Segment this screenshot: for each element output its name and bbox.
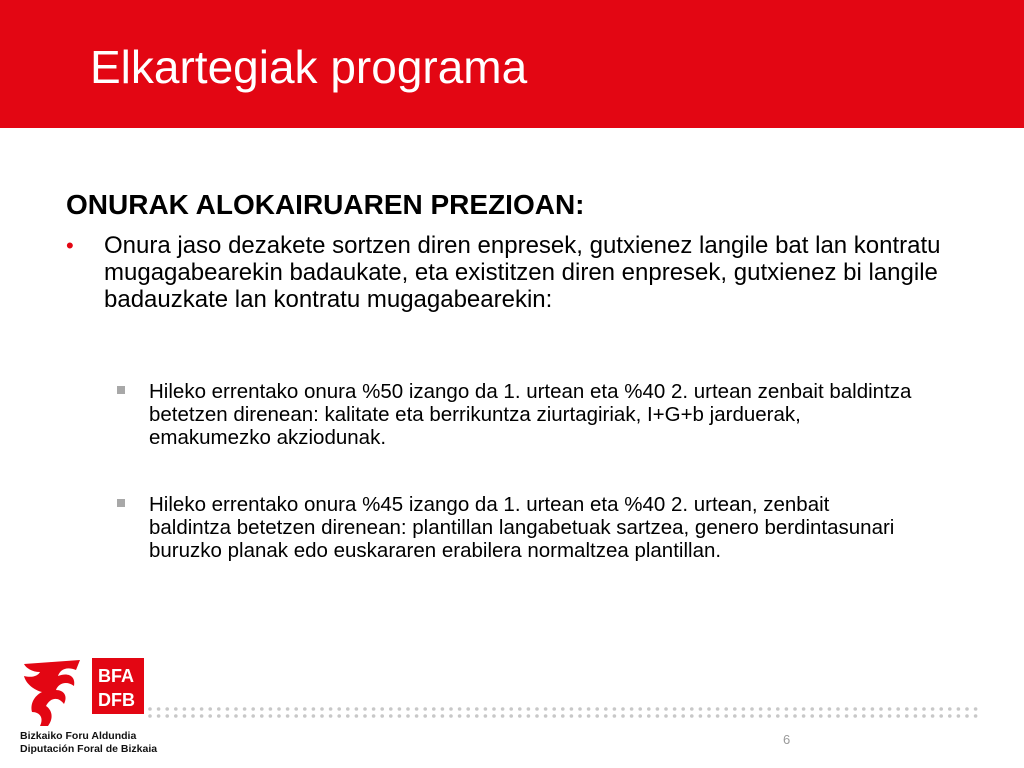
divider-dot — [269, 707, 273, 711]
divider-dot — [905, 714, 909, 718]
divider-dot — [458, 707, 462, 711]
divider-dot — [810, 714, 814, 718]
divider-dot — [544, 714, 548, 718]
divider-dot — [466, 714, 470, 718]
divider-dot — [174, 714, 178, 718]
divider-dot — [965, 707, 969, 711]
divider-dot — [346, 707, 350, 711]
divider-dot — [871, 714, 875, 718]
divider-dot — [380, 707, 384, 711]
divider-dot — [621, 707, 625, 711]
divider-dot — [165, 714, 169, 718]
slide-title: Elkartegiak programa — [90, 41, 528, 93]
divider-dot — [673, 714, 677, 718]
divider-dot — [544, 707, 548, 711]
divider-dot — [243, 714, 247, 718]
divider-dot — [552, 714, 556, 718]
bizkaia-logo — [20, 656, 146, 728]
divider-dot — [234, 707, 238, 711]
divider-dot — [226, 707, 230, 711]
divider-dot — [742, 707, 746, 711]
divider-dot — [681, 707, 685, 711]
divider-dot — [200, 714, 204, 718]
divider-dot — [148, 707, 152, 711]
divider-dot — [785, 707, 789, 711]
divider-dot — [475, 707, 479, 711]
divider-dot — [595, 714, 599, 718]
divider-dot — [914, 707, 918, 711]
divider-dot — [896, 714, 900, 718]
divider-dot — [303, 707, 307, 711]
divider-dot — [312, 714, 316, 718]
divider-dot — [613, 707, 617, 711]
divider-dot — [535, 714, 539, 718]
divider-dot — [716, 707, 720, 711]
divider-dot — [423, 714, 427, 718]
divider-dot — [578, 714, 582, 718]
divider-dot — [389, 707, 393, 711]
divider-dot — [931, 707, 935, 711]
divider-dot — [681, 714, 685, 718]
divider-dot — [415, 714, 419, 718]
divider-dot — [853, 707, 857, 711]
divider-dot — [793, 714, 797, 718]
divider-dot — [165, 707, 169, 711]
divider-dot — [501, 707, 505, 711]
divider-dot — [793, 707, 797, 711]
divider-dot — [320, 707, 324, 711]
divider-dot — [759, 714, 763, 718]
divider-dot — [509, 707, 513, 711]
divider-dot — [724, 707, 728, 711]
divider-dot — [690, 707, 694, 711]
divider-dot — [234, 714, 238, 718]
divider-dot — [621, 714, 625, 718]
divider-dot — [441, 714, 445, 718]
divider-dot — [656, 707, 660, 711]
divider-dot — [871, 707, 875, 711]
divider-dot — [613, 714, 617, 718]
divider-dot — [561, 707, 565, 711]
divider-dot — [664, 714, 668, 718]
divider-dot — [699, 707, 703, 711]
divider-dot — [355, 707, 359, 711]
divider-dot — [974, 707, 978, 711]
divider-dot — [638, 714, 642, 718]
divider-dot — [329, 714, 333, 718]
divider-dot — [484, 707, 488, 711]
divider-dot — [587, 714, 591, 718]
divider-dot — [174, 707, 178, 711]
divider-dot — [303, 714, 307, 718]
divider-dot — [879, 714, 883, 718]
divider-dot — [294, 707, 298, 711]
divider-dot — [707, 714, 711, 718]
divider-dot — [819, 714, 823, 718]
divider-dot — [810, 707, 814, 711]
divider-dot — [957, 714, 961, 718]
divider-dot — [862, 714, 866, 718]
divider-dot — [260, 714, 264, 718]
sub-bullet-text: Hileko errentako onura %50 izango da 1. urtean eta %40 2. urtean zenbait baldintza betetzen direnean: kalitate eta berrikuntza ziurtagiriak, I+G+b jarduerak, emakumezko akziodunak. — [149, 380, 912, 449]
divider-dot — [226, 714, 230, 718]
divider-dot — [406, 714, 410, 718]
divider-dot — [372, 707, 376, 711]
divider-dot — [957, 707, 961, 711]
page-number: 6 — [783, 732, 791, 747]
divider-dot — [716, 714, 720, 718]
divider-dot — [518, 707, 522, 711]
divider-dot — [914, 714, 918, 718]
divider-dot — [458, 714, 462, 718]
divider-dot — [337, 707, 341, 711]
divider-dot — [389, 714, 393, 718]
square-bullet-icon — [117, 499, 125, 507]
divider-dot — [398, 714, 402, 718]
divider-dot — [552, 707, 556, 711]
divider-dot — [664, 707, 668, 711]
divider-dot — [836, 707, 840, 711]
divider-dot — [320, 714, 324, 718]
organization-name — [20, 730, 157, 756]
divider-dot — [183, 714, 187, 718]
divider-dot — [759, 707, 763, 711]
divider-dot — [355, 714, 359, 718]
divider-dot — [939, 714, 943, 718]
divider-dot — [286, 714, 290, 718]
divider-dot — [492, 707, 496, 711]
divider-dot — [595, 707, 599, 711]
divider-dot — [217, 714, 221, 718]
divider-dot — [862, 707, 866, 711]
logo-badge-line1: BFA — [98, 666, 134, 686]
divider-dot — [819, 707, 823, 711]
section-heading: ONURAK ALOKAIRUAREN PREZIOAN: — [66, 189, 585, 220]
divider-dot — [217, 707, 221, 711]
divider-dot — [931, 714, 935, 718]
divider-dot — [647, 714, 651, 718]
title-bar — [0, 0, 1024, 128]
divider-dot — [243, 707, 247, 711]
divider-dot — [475, 714, 479, 718]
divider-dot — [432, 707, 436, 711]
sub-bullet-item — [117, 380, 917, 449]
org-name-basque: Bizkaiko Foru Aldundia — [20, 730, 137, 742]
divider-dot — [518, 714, 522, 718]
divider-dot — [578, 707, 582, 711]
divider-dot — [733, 714, 737, 718]
divider-dot — [208, 714, 212, 718]
divider-dot — [449, 714, 453, 718]
divider-dot — [561, 714, 565, 718]
divider-dot — [286, 707, 290, 711]
sub-bullet-text: Hileko errentako onura %45 izango da 1. urtean eta %40 2. urtean, zenbait baldintza betetzen direnean: plantillan langabetuak sartzea, genero berdintasunari buruzko planak edo euskararen erabilera normaltzea plantillan. — [149, 493, 895, 562]
divider-dot — [922, 707, 926, 711]
divider-dot — [157, 707, 161, 711]
divider-dot — [423, 707, 427, 711]
divider-dot — [656, 714, 660, 718]
divider-dot — [948, 707, 952, 711]
divider-dot — [208, 707, 212, 711]
divider-dot — [157, 714, 161, 718]
divider-dot — [527, 714, 531, 718]
divider-dot — [363, 714, 367, 718]
divider-dot — [888, 707, 892, 711]
divider-dot — [415, 707, 419, 711]
divider-dot — [466, 707, 470, 711]
divider-dot — [638, 707, 642, 711]
divider-dot — [337, 714, 341, 718]
divider-dot — [828, 714, 832, 718]
divider-dot — [853, 714, 857, 718]
divider-dot — [251, 714, 255, 718]
divider-dot — [329, 707, 333, 711]
bullet-text: Onura jaso dezakete sortzen diren enpresek, gutxienez langile bat lan kontratu mugagabearekin badaukate, eta existitzen diren enpresek, gutxienez bi langile badauzkate lan kontratu mugagabearekin: — [104, 232, 941, 313]
dotted-divider — [148, 706, 978, 720]
divider-dot — [372, 714, 376, 718]
divider-dot — [785, 714, 789, 718]
divider-dot — [294, 714, 298, 718]
divider-dot — [406, 707, 410, 711]
divider-dot — [587, 707, 591, 711]
divider-dot — [776, 707, 780, 711]
divider-dot — [492, 714, 496, 718]
divider-dot — [948, 714, 952, 718]
divider-dot — [346, 714, 350, 718]
divider-dot — [260, 707, 264, 711]
divider-dot — [191, 707, 195, 711]
divider-dot — [604, 714, 608, 718]
sub-bullet-item — [117, 493, 917, 562]
divider-dot — [776, 714, 780, 718]
divider-dot — [269, 714, 273, 718]
divider-dot — [570, 714, 574, 718]
divider-dot — [690, 714, 694, 718]
divider-dot — [509, 714, 513, 718]
divider-dot — [191, 714, 195, 718]
logo-badge-line2: DFB — [98, 690, 135, 710]
divider-dot — [888, 714, 892, 718]
divider-dot — [527, 707, 531, 711]
divider-dot — [647, 707, 651, 711]
divider-dot — [148, 714, 152, 718]
org-name-spanish: Diputación Foral de Bizkaia — [20, 743, 158, 755]
divider-dot — [277, 707, 281, 711]
divider-dot — [484, 714, 488, 718]
divider-dot — [845, 714, 849, 718]
divider-dot — [802, 707, 806, 711]
divider-dot — [767, 714, 771, 718]
divider-dot — [501, 714, 505, 718]
divider-dot — [630, 714, 634, 718]
divider-dot — [200, 707, 204, 711]
divider-dot — [312, 707, 316, 711]
divider-dot — [836, 714, 840, 718]
bullet-item — [66, 232, 956, 313]
divider-dot — [535, 707, 539, 711]
divider-dot — [277, 714, 281, 718]
divider-dot — [441, 707, 445, 711]
divider-dot — [699, 714, 703, 718]
divider-dot — [845, 707, 849, 711]
divider-dot — [879, 707, 883, 711]
divider-dot — [896, 707, 900, 711]
square-bullet-icon — [117, 386, 125, 394]
divider-dot — [724, 714, 728, 718]
divider-dot — [965, 714, 969, 718]
divider-dot — [707, 707, 711, 711]
divider-dot — [604, 707, 608, 711]
divider-dot — [432, 714, 436, 718]
divider-dot — [939, 707, 943, 711]
divider-dot — [733, 707, 737, 711]
divider-dot — [630, 707, 634, 711]
divider-dot — [905, 707, 909, 711]
divider-dot — [570, 707, 574, 711]
divider-dot — [750, 707, 754, 711]
divider-dot — [922, 714, 926, 718]
divider-dot — [767, 707, 771, 711]
divider-dot — [742, 714, 746, 718]
divider-dot — [974, 714, 978, 718]
divider-dot — [828, 707, 832, 711]
divider-dot — [673, 707, 677, 711]
divider-dot — [183, 707, 187, 711]
divider-dot — [251, 707, 255, 711]
divider-dot — [802, 714, 806, 718]
divider-dot — [363, 707, 367, 711]
divider-dot — [449, 707, 453, 711]
divider-dot — [750, 714, 754, 718]
bullet-icon: • — [66, 233, 74, 258]
divider-dot — [398, 707, 402, 711]
divider-dot — [380, 714, 384, 718]
